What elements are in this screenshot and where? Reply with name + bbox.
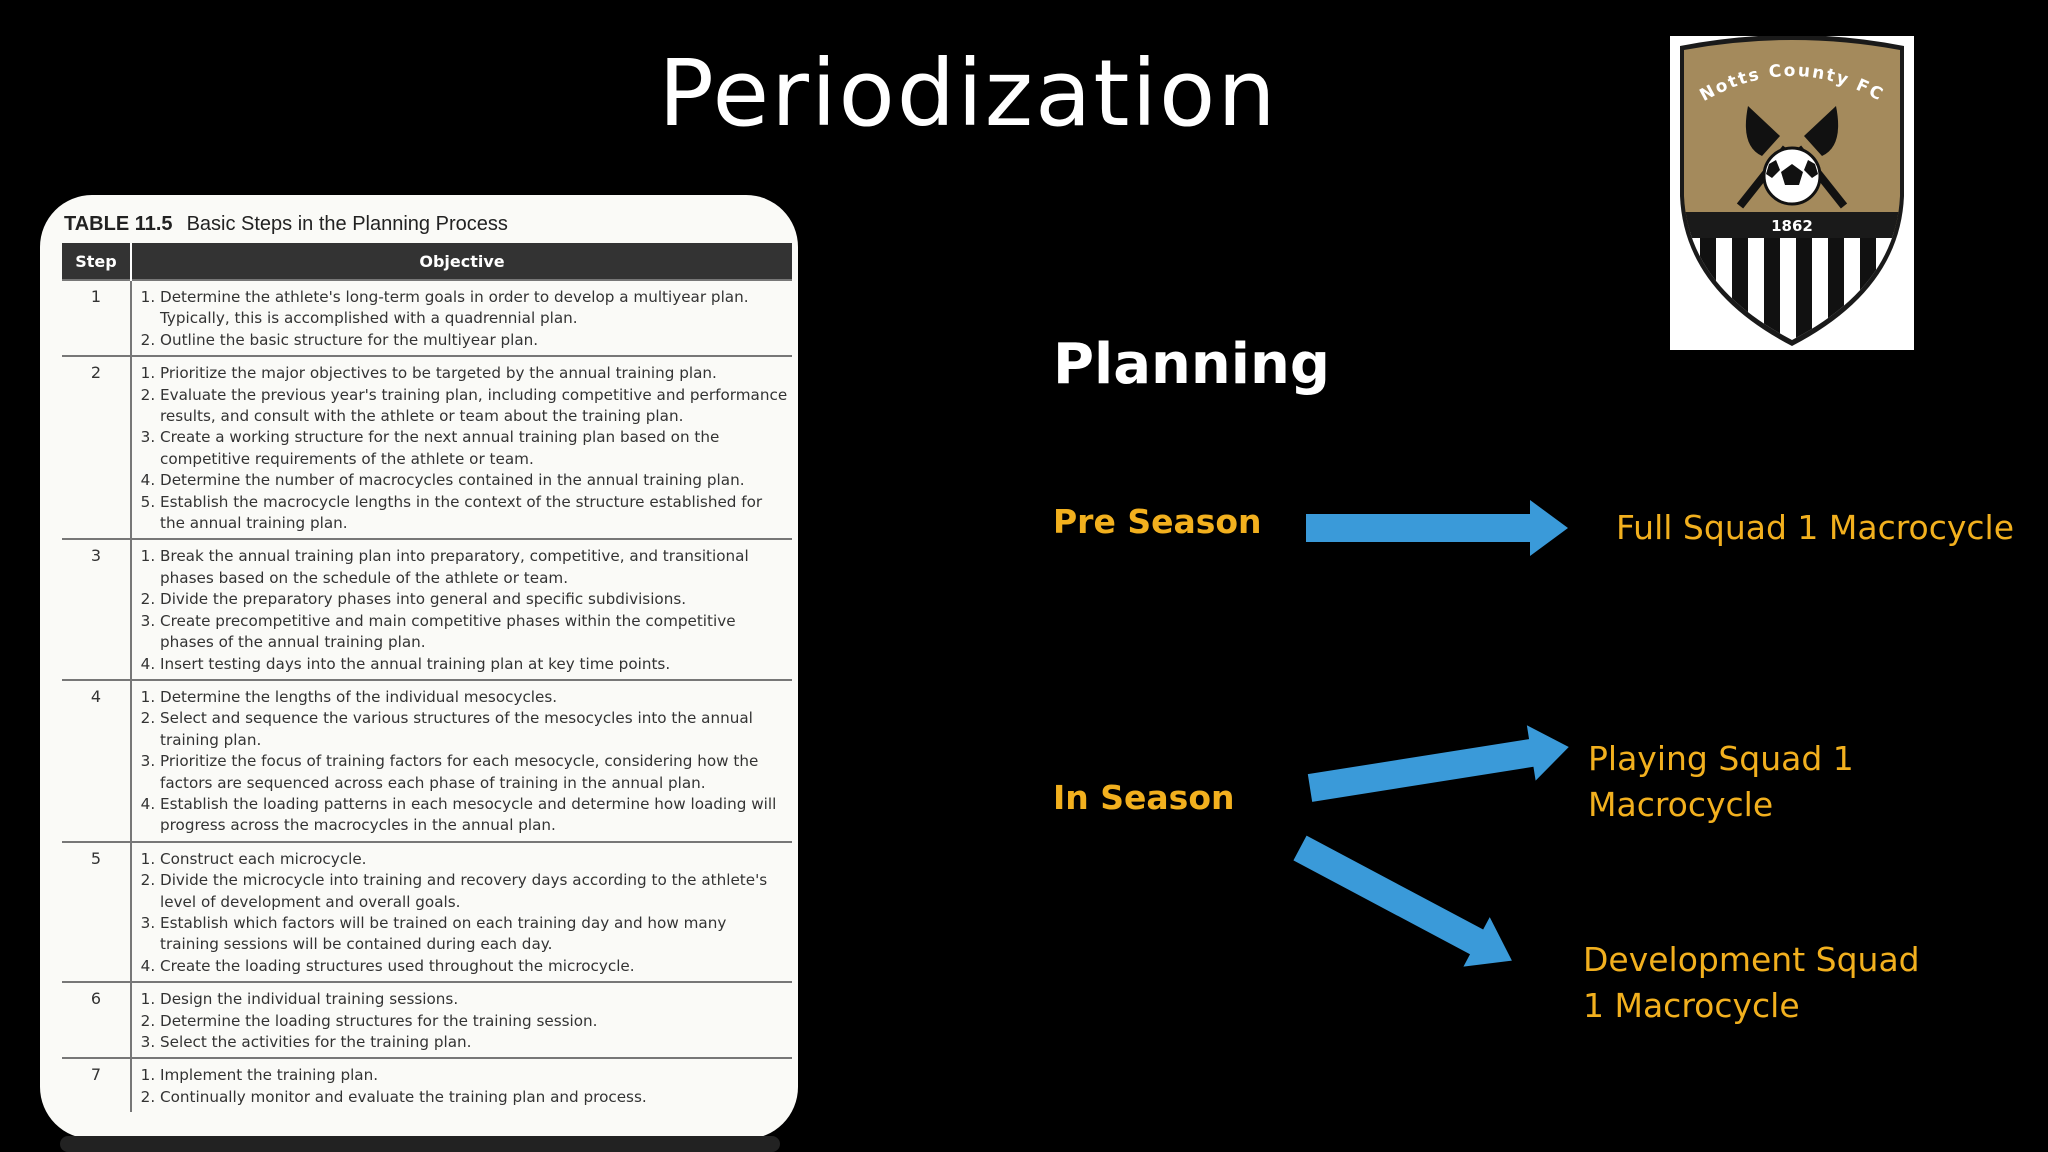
development-squad-line2: 1 Macrocycle	[1583, 986, 1800, 1025]
planning-steps-table	[62, 243, 792, 1112]
objective-list	[136, 849, 788, 977]
objective-item: 1. Construct each microcycle.	[160, 849, 788, 870]
objective-cell	[131, 280, 792, 356]
table-row	[62, 356, 792, 539]
step-number: 6	[62, 982, 131, 1058]
objective-cell	[131, 356, 792, 539]
step-header: Step	[62, 243, 131, 280]
objective-item: 2. Outline the basic structure for the multiyear plan.	[160, 330, 788, 351]
objective-item: 3. Create a working structure for the next annual training plan based on the competitive requirements of the athlete or team.	[160, 427, 788, 470]
table-row	[62, 1058, 792, 1112]
table-row	[62, 842, 792, 982]
objective-item: 1. Break the annual training plan into preparatory, competitive, and transitional phases based on the schedule of the athlete or team.	[160, 546, 788, 589]
step-number: 2	[62, 356, 131, 539]
arrow-playing-squad	[1306, 719, 1574, 815]
objective-header: Objective	[131, 243, 792, 280]
objective-item: 4. Establish the loading patterns in each mesocycle and determine how loading will progress across the macrocycles in the annual plan.	[160, 794, 788, 837]
logo-year: 1862	[1771, 217, 1813, 235]
table-title: Basic Steps in the Planning Process	[186, 213, 508, 235]
table-shadow	[60, 1136, 780, 1152]
table-row	[62, 280, 792, 356]
objective-item: 5. Establish the macrocycle lengths in the context of the structure established for the annual training plan.	[160, 492, 788, 535]
objective-item: 2. Evaluate the previous year's training plan, including competitive and performance results, and consult with the athlete or team about the training plan.	[160, 385, 788, 428]
objective-cell	[131, 842, 792, 982]
full-squad-target: Full Squad 1 Macrocycle	[1616, 508, 2015, 547]
objective-item: 2. Divide the microcycle into training and recovery days according to the athlete's level of development and overall goals.	[160, 870, 788, 913]
objective-item: 1. Implement the training plan.	[160, 1065, 788, 1086]
objective-cell	[131, 539, 792, 679]
table-row	[62, 982, 792, 1058]
objective-item: 3. Prioritize the focus of training factors for each mesocycle, considering how the factors are sequenced across each phase of training in the annual plan.	[160, 751, 788, 794]
objective-item: 2. Divide the preparatory phases into general and specific subdivisions.	[160, 589, 788, 610]
step-number: 5	[62, 842, 131, 982]
planning-table-image	[40, 195, 798, 1139]
objective-item: 4. Determine the number of macrocycles contained in the annual training plan.	[160, 470, 788, 491]
step-number: 1	[62, 280, 131, 356]
arrow-development-squad	[1287, 823, 1525, 985]
objective-list	[136, 687, 788, 837]
step-number: 3	[62, 539, 131, 679]
objective-cell	[131, 680, 792, 842]
objective-item: 1. Determine the athlete's long-term goals in order to develop a multiyear plan. Typically, this is accomplished with a quadrennial plan.	[160, 287, 788, 330]
objective-item: 3. Create precompetitive and main competitive phases within the competitive phases of the annual training plan.	[160, 611, 788, 654]
playing-squad-target: Playing Squad 1 Macrocycle	[1588, 739, 1854, 824]
objective-list	[136, 546, 788, 674]
objective-item: 1. Prioritize the major objectives to be targeted by the annual training plan.	[160, 363, 788, 384]
objective-item: 4. Insert testing days into the annual training plan at key time points.	[160, 654, 788, 675]
table-caption	[64, 213, 508, 236]
development-squad-line1: Development Squad	[1583, 940, 1920, 979]
objective-item: 1. Determine the lengths of the individual mesocycles.	[160, 687, 788, 708]
objective-item: 2. Continually monitor and evaluate the training plan and process.	[160, 1087, 788, 1108]
step-number: 7	[62, 1058, 131, 1112]
objective-item: 1. Design the individual training sessions.	[160, 989, 788, 1010]
objective-list	[136, 989, 788, 1053]
objective-cell	[131, 982, 792, 1058]
step-number: 4	[62, 680, 131, 842]
arrow-pre-season	[1306, 500, 1568, 556]
table-row	[62, 539, 792, 679]
objective-item: 2. Determine the loading structures for the training session.	[160, 1011, 788, 1032]
table-number: TABLE 11.5	[64, 213, 173, 235]
logo-text: Notts County FC	[1696, 60, 1888, 106]
objective-list	[136, 363, 788, 534]
objective-list	[136, 287, 788, 351]
in-season-label: In Season	[1053, 778, 1235, 817]
objective-item: 2. Select and sequence the various structures of the mesocycles into the annual training plan.	[160, 708, 788, 751]
objective-list	[136, 1065, 788, 1108]
planning-heading: Planning	[1053, 332, 1330, 397]
objective-item: 4. Create the loading structures used throughout the microcycle.	[160, 956, 788, 977]
table-row	[62, 680, 792, 842]
slide-title: Periodization	[658, 40, 1278, 147]
objective-cell	[131, 1058, 792, 1112]
objective-item: 3. Select the activities for the training plan.	[160, 1032, 788, 1053]
pre-season-label: Pre Season	[1053, 502, 1262, 541]
objective-item: 3. Establish which factors will be trained on each training day and how many training sessions will be contained during each day.	[160, 913, 788, 956]
